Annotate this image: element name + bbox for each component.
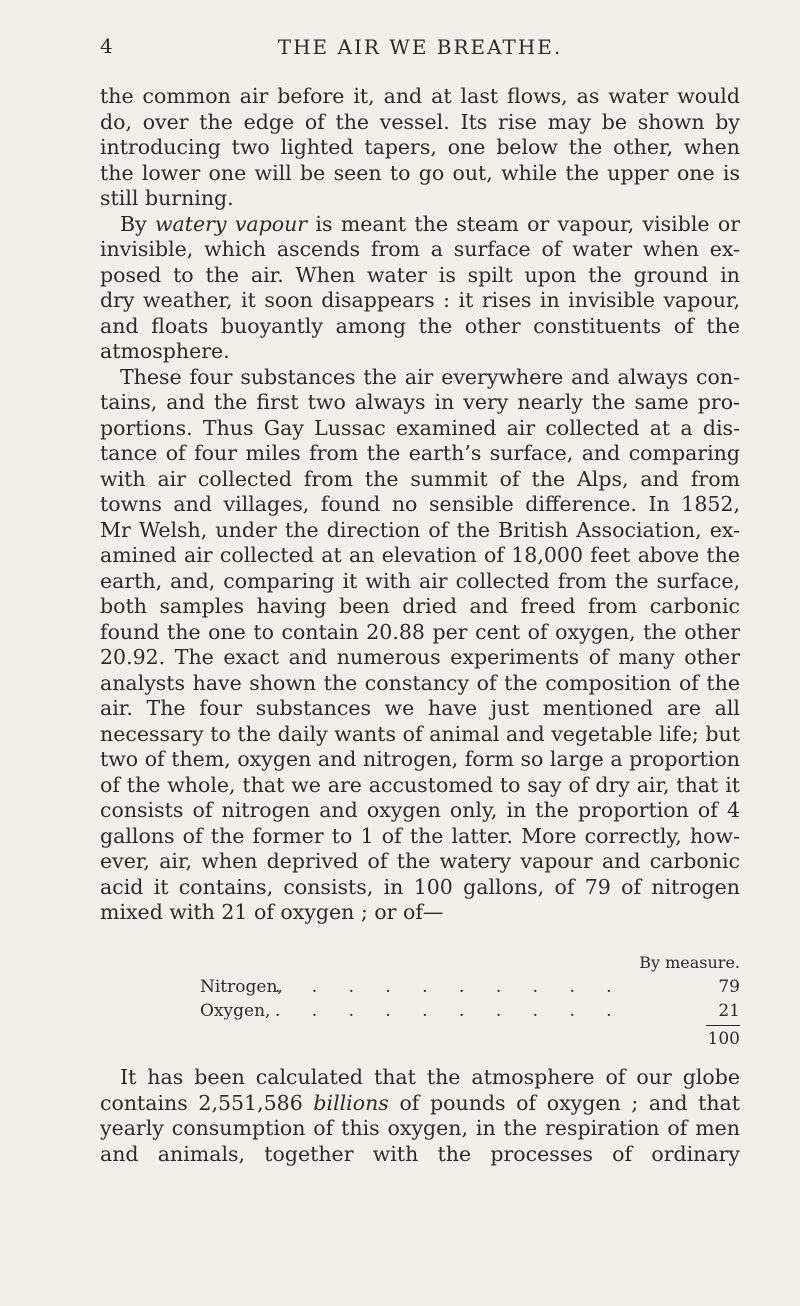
text-line: contains 2,551,586 billions of pounds of oxygen ; and that [100, 1090, 740, 1115]
closing-paragraph [100, 1065, 740, 1167]
body-text [100, 84, 740, 926]
text-line: the common air before it, and at last flows, as water would [100, 84, 740, 108]
text-line: two of them, oxygen and nitrogen, form so large a proportion [100, 747, 740, 771]
text-line: It has been calculated that the atmosphere of our globe [120, 1065, 740, 1089]
composition-table [100, 951, 740, 1049]
text-line: necessary to the daily wants of animal and vegetable life; but [100, 721, 740, 746]
text-line: tains, and the first two always in very nearly the same pro- [100, 390, 740, 414]
italic-term: watery vapour [154, 211, 308, 236]
text-line: introducing two lighted tapers, one below the other, when [100, 135, 740, 159]
text-line: towns and villages, found no sensible difference. In 1852, [100, 492, 740, 516]
text-line: ever, air, when deprived of the watery vapour and carbonic [100, 849, 740, 873]
text-line: found the one to contain 20.88 per cent of oxygen, the other [100, 619, 740, 644]
text-line: and floats buoyantly among the other constituents of the [100, 313, 740, 338]
text-line: amined air collected at an elevation of 18,000 feet above the [100, 543, 740, 567]
leader-dots: . . . . . . . . . . [275, 1001, 625, 1021]
table-total: 100 [707, 1029, 740, 1049]
text-line: both samples having been dried and freed from carbonic [100, 594, 740, 618]
leader-dots: . . . . . . . . . . [275, 977, 625, 997]
text-line: dry weather, it soon disappears : it rises in invisible vapour, [100, 288, 740, 312]
text-line: the lower one will be seen to go out, while the upper one is [100, 160, 740, 185]
text-line: mixed with 21 of oxygen ; or of— [100, 900, 444, 924]
table-row [100, 975, 740, 999]
text-line: and animals, together with the processes of ordinary [100, 1141, 740, 1166]
text-line: posed to the air. When water is spilt upon the ground in [100, 262, 740, 287]
text-line: gallons of the former to 1 of the latter. More correctly, how- [100, 823, 740, 848]
row-value: 21 [718, 1001, 740, 1021]
page-header [100, 30, 740, 70]
text-line: portions. Thus Gay Lussac examined air collected at a dis- [100, 415, 740, 440]
running-head: THE AIR WE BREATHE. [277, 35, 563, 59]
text-line: 20.92. The exact and numerous experiments of many other [100, 645, 740, 669]
table-heading: By measure. [639, 953, 740, 972]
text-line: acid it contains, consists, in 100 gallons, of 79 of nitrogen [100, 874, 740, 899]
text-line: These four substances the air everywhere and always con- [120, 364, 740, 389]
text-line: still burning. [100, 186, 234, 210]
text-line: tance of four miles from the earth’s surface, and comparing [100, 441, 740, 465]
table-row [100, 999, 740, 1023]
text-line: with air collected from the summit of the Alps, and from [100, 466, 740, 491]
text-line: yearly consumption of this oxygen, in the respiration of men [100, 1116, 740, 1140]
text-line: air. The four substances we have just mentioned are all [100, 696, 740, 720]
italic-term: billions [313, 1090, 389, 1115]
page-number: 4 [100, 34, 114, 58]
text-line: Mr Welsh, under the direction of the British Association, ex- [100, 517, 740, 542]
row-value: 79 [718, 977, 740, 997]
text-line: consists of nitrogen and oxygen only, in the proportion of 4 [100, 798, 740, 822]
row-label: Oxygen, [200, 1001, 271, 1021]
text-line: earth, and, comparing it with air collected from the surface, [100, 568, 740, 593]
text-line: of the whole, that we are accustomed to say of dry air, that it [100, 772, 740, 797]
text-line: invisible, which ascends from a surface of water when ex- [100, 237, 740, 261]
row-label: Nitrogen, [200, 977, 283, 997]
text-line: atmosphere. [100, 339, 230, 363]
text-line: do, over the edge of the vessel. Its rise may be shown by [100, 109, 740, 134]
text-line: By watery vapour is meant the steam or vapour, visible or [120, 211, 740, 236]
total-rule [706, 1025, 740, 1026]
text-line: analysts have shown the constancy of the composition of the [100, 670, 740, 695]
